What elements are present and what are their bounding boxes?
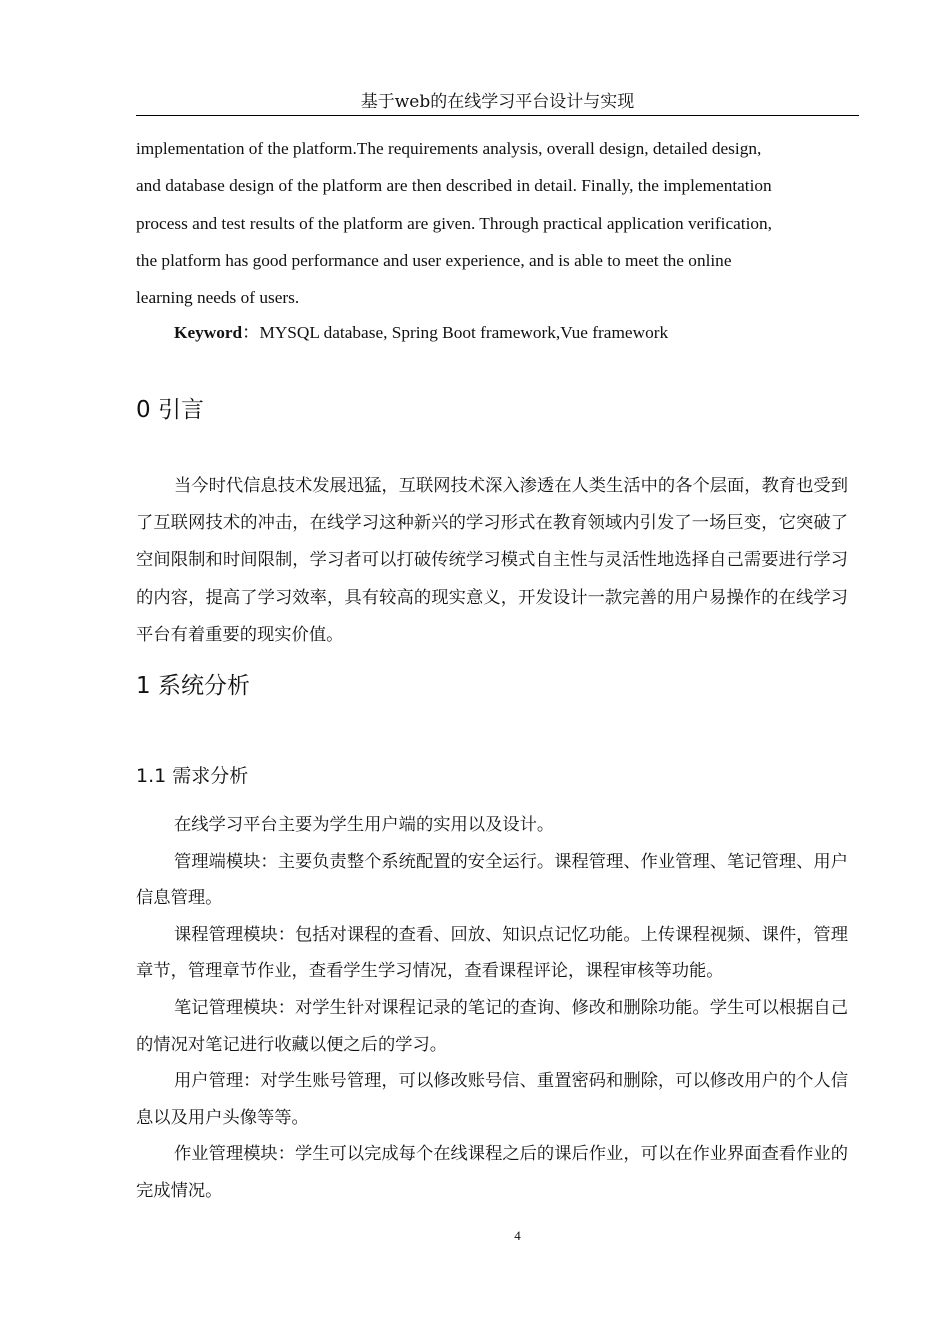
requirements-paragraph: 笔记管理模块：对学生针对课程记录的笔记的查询、修改和删除功能。学生可以根据自己的情况对笔记进行收藏以便之后的学习。 — [136, 997, 848, 1055]
intro-paragraph: 当今时代信息技术发展迅猛，互联网技术深入渗透在人类生活中的各个层面，教育也受到了互联网技术的冲击，在线学习这种新兴的学习形式在教育领域内引发了一场巨变，它突破了空间限制和时间限制，学习者可以打破传统学习模式自主性与灵活性地选择自己需要进行学习的内容，提高了学习效率，具有较高的现实意义，开发设计一款完善的用户易操作的在线学习平台有着重要的现实价值。 — [136, 476, 848, 645]
keyword-list: MYSQL database, Spring Boot framework,Vue framework — [259, 323, 669, 342]
abstract-line: process and test results of the platform are given. Through practical application verification, — [136, 213, 772, 233]
running-header: 基于web的在线学习平台设计与实现 — [360, 92, 635, 112]
abstract-line: and database design of the platform are then described in detail. Finally, the implementation — [136, 176, 772, 196]
page-number: 4 — [514, 1228, 521, 1243]
abstract-line: implementation of the platform.The requirements analysis, overall design, detailed design, — [136, 139, 762, 158]
keywords-line — [174, 318, 668, 348]
abstract-continuation — [136, 130, 859, 316]
abstract-line: learning needs of users. — [136, 288, 300, 308]
keyword-separator: ： — [242, 323, 260, 342]
abstract-line: the platform has good performance and user experience, and is able to meet the online — [136, 250, 732, 270]
header-rule — [136, 115, 859, 116]
requirements-body — [136, 807, 848, 1210]
requirements-paragraph: 课程管理模块：包括对课程的查看、回放、知识点记忆功能。上传课程视频、课件，管理章节，管理章节作业，查看学生学习情况，查看课程评论，课程审核等功能。 — [136, 924, 848, 982]
requirements-paragraph: 在线学习平台主要为学生用户端的实用以及设计。 — [174, 815, 555, 835]
keyword-label: Keyword — [174, 323, 243, 342]
requirements-paragraph: 用户管理：对学生账号管理，可以修改账号信、重置密码和删除，可以修改用户的个人信息以及用户头像等等。 — [136, 1071, 848, 1128]
requirements-paragraph: 作业管理模块：学生可以完成每个在线课程之后的课后作业，可以在作业界面查看作业的完成情况。 — [136, 1144, 848, 1201]
intro-body — [136, 468, 848, 654]
system-analysis-heading: 1 系统分析 — [136, 673, 250, 699]
requirements-paragraph: 管理端模块：主要负责整个系统配置的安全运行。课程管理、作业管理、笔记管理、用户信息管理。 — [136, 851, 848, 909]
requirements-heading: 1.1 需求分析 — [136, 765, 249, 787]
intro-heading: 0 引言 — [136, 397, 204, 423]
